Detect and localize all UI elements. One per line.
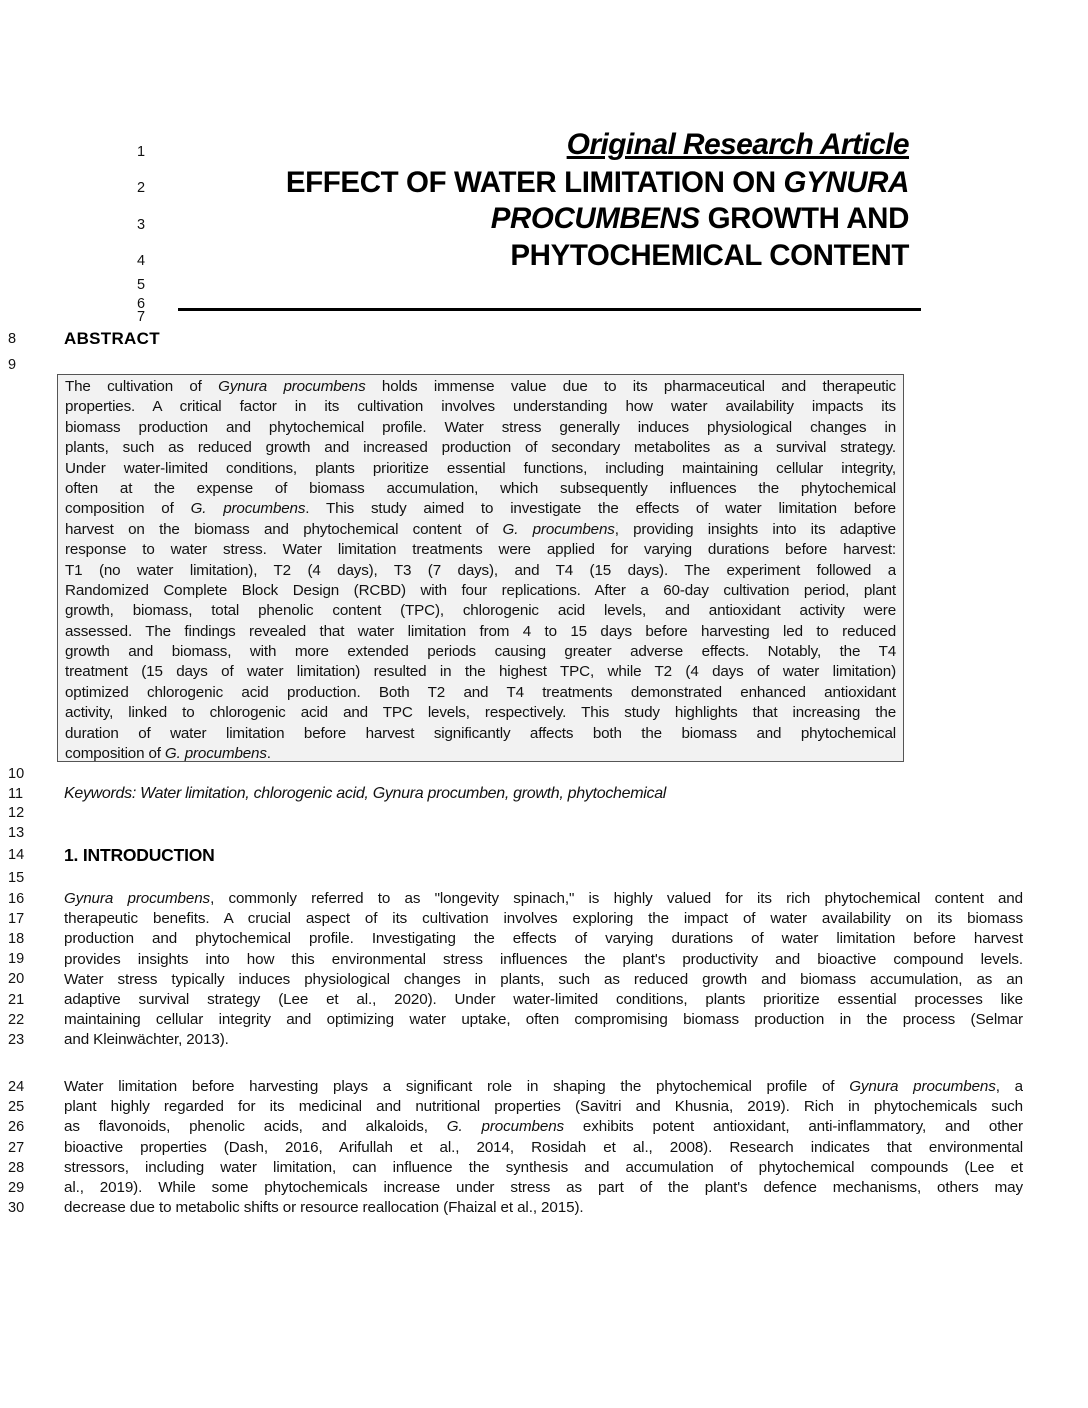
italic-segment: G. procumbens: [502, 520, 615, 538]
text-line: [65, 642, 896, 662]
text-segment: The cultivation of: [65, 378, 219, 395]
line-number: 20: [8, 971, 25, 987]
text-line: [65, 479, 896, 499]
text-line: [65, 581, 896, 601]
text-segment: holds immense value due to its pharmaceutical and therapeutic: [365, 378, 896, 395]
title-text: EFFECT OF WATER LIMITATION ON: [285, 166, 784, 199]
text-line: [64, 929, 1023, 949]
italic-segment: G. procumbens: [190, 500, 306, 518]
line-number: 9: [8, 357, 17, 373]
intro-paragraph-1: [64, 889, 1023, 1051]
text-line: [65, 703, 896, 723]
title-line-1: [286, 166, 909, 200]
title-italic: PROCUMBENS: [490, 202, 700, 235]
text-segment: al., 2019). While some phytochemicals increase under stress as part of the plant's defence mechanisms, others may: [64, 1178, 1023, 1196]
text-segment: activity, linked to chlorogenic acid and TPC levels, respectively. This study highlights that increasing the: [65, 704, 896, 722]
text-segment: growth and biomass, with more extended periods causing greater adverse effects. Notably, the T4: [65, 643, 896, 661]
line-number: 25: [8, 1099, 25, 1116]
line-number: 19: [8, 951, 25, 967]
line-number: 23: [8, 1032, 25, 1048]
text-segment: plant highly regarded for its medicinal and nutritional properties (Savitri and Khusnia, 2019). Rich in phytochemicals such: [64, 1098, 1023, 1116]
title-line-2: [491, 202, 909, 236]
text-line: [65, 622, 896, 642]
text-segment: T1 (no water limitation), T2 (4 days), T3 (7 days), and T4 (15 days). The experiment followed a: [65, 561, 896, 579]
text-line: [64, 1010, 1023, 1030]
title-italic: GYNURA: [783, 166, 909, 199]
text-line: [65, 744, 896, 764]
text-line: [65, 683, 896, 703]
italic-segment: Gynura procumbens: [218, 378, 366, 395]
line-number: 26: [8, 1119, 25, 1136]
text-segment: often at the expense of biomass accumulation, which subsequently influences the phytochemical: [65, 479, 896, 497]
text-line: [64, 1198, 1023, 1218]
text-line: [65, 418, 896, 438]
text-segment: bioactive properties (Dash, 2016, Arifullah et al., 2014, Rosidah et al., 2008). Research indicates that environmental: [64, 1138, 1023, 1156]
text-line: [64, 1117, 1023, 1137]
text-line: [64, 1158, 1023, 1178]
text-line: [65, 540, 896, 560]
text-line: [64, 889, 1023, 909]
keywords: Keywords: Water limitation, chlorogenic acid, Gynura procumben, growth, phytochemical: [64, 785, 667, 802]
text-segment: stressors, including water limitation, can influence the synthesis and accumulation of phytochemical compounds (Lee et: [64, 1158, 1023, 1176]
line-number: 13: [8, 825, 25, 841]
text-segment: adaptive survival strategy (Lee et al., 2020). Under water-limited conditions, plants prioritize essential processes like: [64, 990, 1023, 1008]
line-number: 4: [136, 253, 146, 269]
text-line: [65, 662, 896, 682]
text-line: [65, 459, 896, 479]
line-number: 17: [8, 911, 25, 927]
text-segment: .: [266, 745, 271, 763]
line-number: 14: [8, 847, 25, 863]
text-line: [64, 1030, 1023, 1050]
text-segment: biomass production and phytochemical profile. Water stress generally induces physiological changes in: [65, 418, 896, 436]
text-segment: , a: [995, 1078, 1023, 1095]
italic-segment: G. procumbens: [164, 745, 267, 763]
text-line: [64, 950, 1023, 970]
line-number: 22: [8, 1012, 25, 1028]
text-line: [65, 561, 896, 581]
italic-segment: G. procumbens: [446, 1118, 565, 1136]
text-segment: as flavonoids, phenolic acids, and alkaloids,: [64, 1118, 447, 1136]
text-line: [64, 909, 1023, 929]
text-segment: composition of: [65, 745, 165, 763]
text-segment: assessed. The findings revealed that water limitation from 4 to 15 days before harvesting led to reduced: [65, 622, 896, 640]
title-line-3: [510, 239, 909, 273]
text-segment: . This study aimed to investigate the effects of water limitation before: [305, 500, 896, 518]
line-number: 11: [8, 786, 24, 802]
text-segment: , providing insights into its adaptive: [614, 520, 896, 538]
text-segment: treatment (15 days of water limitation) resulted in the highest TPC, while T2 (4 days of water limitation): [65, 663, 896, 681]
title-divider: [178, 308, 921, 311]
line-number: 16: [8, 891, 25, 907]
text-line: [64, 1178, 1023, 1198]
text-line: [65, 601, 896, 621]
text-segment: optimized chlorogenic acid production. Both T2 and T4 treatments demonstrated enhanced antioxidant: [65, 683, 896, 701]
line-number: 24: [8, 1079, 25, 1095]
text-segment: response to water stress. Water limitation treatments were applied for varying durations before harvest:: [65, 541, 896, 559]
text-segment: therapeutic benefits. A crucial aspect of its cultivation involves exploring the impact of water availability on its biomass: [64, 910, 1023, 928]
text-line: [65, 520, 896, 540]
text-segment: production and phytochemical profile. Investigating the effects of varying durations of water limitation before harvest: [64, 930, 1023, 948]
text-line: [64, 990, 1023, 1010]
line-number: 6: [136, 296, 146, 312]
text-segment: provides insights into how this environmental stress influences the plant's productivity and bioactive compound levels.: [64, 950, 1023, 968]
text-line: [65, 397, 896, 417]
abstract-heading: ABSTRACT: [64, 329, 160, 348]
italic-segment: Gynura procumbens: [64, 890, 211, 907]
line-number: 30: [8, 1200, 25, 1217]
line-number: 5: [136, 277, 146, 293]
text-segment: harvest on the biomass and phytochemical content of: [65, 520, 503, 538]
abstract-box: [57, 374, 904, 762]
text-line: [65, 724, 896, 744]
text-line: [64, 970, 1023, 990]
text-line: [65, 499, 896, 519]
text-segment: duration of water limitation before harvest significantly affects both the biomass and phytochemical: [65, 724, 896, 742]
text-segment: Water limitation before harvesting plays a significant role in shaping the phytochemical profile of: [64, 1078, 850, 1095]
text-segment: Water stress typically induces physiological changes in plants, such as reduced growth and biomass accumulation, as an: [64, 970, 1023, 988]
text-line: [64, 1138, 1023, 1158]
text-line: [65, 438, 896, 458]
text-segment: composition of: [65, 500, 191, 518]
line-number: 29: [8, 1180, 25, 1196]
line-number: 12: [8, 805, 25, 821]
text-line: [64, 1097, 1023, 1117]
line-number: 15: [8, 870, 25, 886]
line-number: 3: [136, 217, 146, 233]
line-number: 27: [8, 1139, 25, 1156]
line-number: 2: [136, 180, 146, 196]
text-segment: properties. A critical factor in its cultivation involves understanding how water availability impacts its: [65, 398, 896, 416]
article-type-label: Original Research Article: [566, 128, 909, 161]
text-line: [65, 377, 896, 397]
line-number: 18: [8, 931, 25, 947]
text-segment: exhibits potent antioxidant, anti-inflammatory, and other: [564, 1118, 1023, 1136]
line-number: 10: [8, 766, 25, 782]
introduction-heading: 1. INTRODUCTION: [64, 845, 215, 865]
text-segment: Under water-limited conditions, plants prioritize essential functions, including maintaining cellular integrity,: [65, 459, 896, 477]
text-segment: growth, biomass, total phenolic content (TPC), chlorogenic acid levels, and antioxidant activity were: [65, 602, 896, 620]
text-segment: plants, such as reduced growth and increased production of secondary metabolites as a survival strategy.: [65, 439, 896, 457]
intro-paragraph-2: [64, 1077, 1023, 1218]
text-line: [64, 1077, 1023, 1097]
line-number: 7: [136, 309, 146, 325]
line-number: 21: [8, 992, 25, 1008]
title-text: PHYTOCHEMICAL CONTENT: [510, 239, 909, 272]
text-segment: , commonly referred to as "longevity spinach," is highly valued for its rich phytochemical content and: [210, 890, 1023, 907]
line-number: 1: [136, 144, 146, 160]
text-segment: maintaining cellular integrity and optimizing water uptake, often compromising biomass production in the process (Selmar: [64, 1011, 1023, 1029]
title-text: GROWTH AND: [699, 202, 909, 235]
line-number: 28: [8, 1159, 25, 1176]
italic-segment: Gynura procumbens: [849, 1078, 996, 1095]
text-segment: decrease due to metabolic shifts or resource reallocation (Fhaizal et al., 2015).: [64, 1199, 584, 1217]
line-number: 8: [8, 331, 17, 347]
text-segment: Randomized Complete Block Design (RCBD) with four replications. After a 60-day cultivation period, plant: [65, 581, 896, 599]
text-segment: and Kleinwächter, 2013).: [64, 1031, 229, 1049]
